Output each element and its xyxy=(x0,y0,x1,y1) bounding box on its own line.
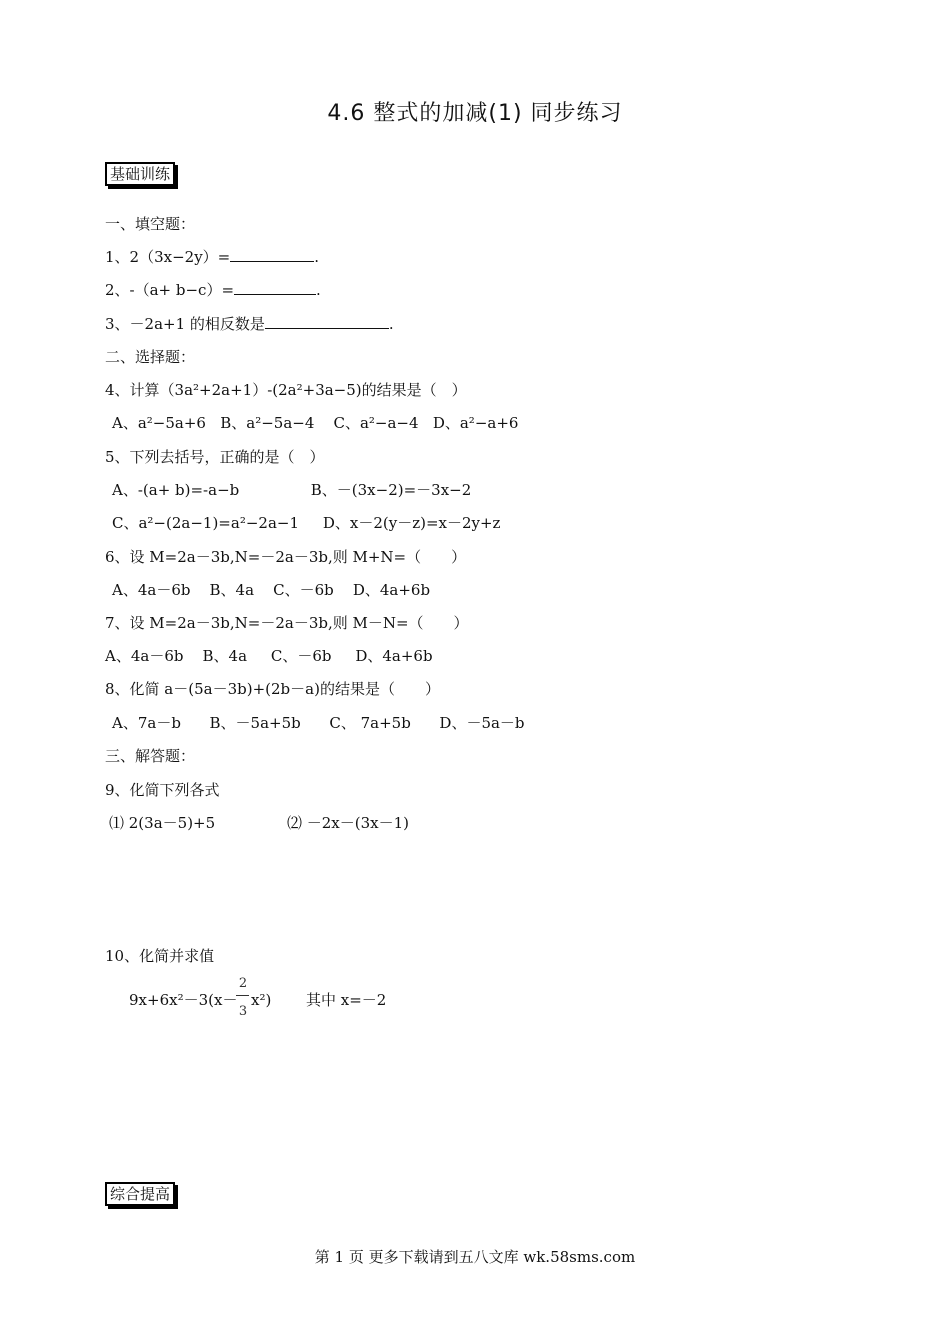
question-5: 5、下列去括号，正确的是（ ） xyxy=(105,448,325,466)
question-4-options: A、a²−5a+6 B、a²−5a−4 C、a²−a−4 D、a²−a+6 xyxy=(112,414,519,432)
question-5-options-ab: A、-(a+ b)=-a−b B、－(3x−2)=－3x−2 xyxy=(112,481,472,499)
question-1: 1、2（3x−2y）= . xyxy=(105,248,320,266)
page-footer: 第 1 页 更多下载请到五八文库 wk.58sms.com xyxy=(314,1248,636,1266)
question-10-expression-a: 9x+6x²－3(x－ xyxy=(129,991,238,1009)
question-6: 6、设 M=2a－3b,N=－2a－3b,则 M+N=（ ） xyxy=(105,548,467,566)
question-10-expression-b: x²) xyxy=(251,991,272,1009)
question-3: 3、－2a+1 的相反数是 . xyxy=(105,315,394,333)
question-10-condition: 其中 x=－2 xyxy=(306,991,387,1009)
question-9-part-1: ⑴ 2(3a－5)+5 xyxy=(109,814,216,832)
question-9-part-2: ⑵ －2x－(3x－1) xyxy=(287,814,410,832)
answer-blank-3[interactable] xyxy=(265,314,389,329)
fraction-denominator: 3 xyxy=(238,1004,248,1019)
part-2-heading: 二、选择题： xyxy=(105,348,196,366)
page-title: 4.6 整式的加减(1) 同步练习 xyxy=(327,101,623,126)
question-8-options: A、7a－b B、－5a+5b C、 7a+5b D、－5a－b xyxy=(112,714,525,732)
section-label-advanced: 综合提高 xyxy=(105,1182,175,1206)
question-5-options-cd: C、a²−(2a−1)=a²−2a−1 D、x－2(y－z)=x－2y+z xyxy=(112,514,501,532)
question-7-options: A、4a－6b B、4a C、－6b D、4a+6b xyxy=(105,647,433,665)
question-8: 8、化简 a－(5a－3b)+(2b－a)的结果是（ ） xyxy=(105,680,440,698)
section-label-basic: 基础训练 xyxy=(105,162,175,186)
question-3-text: 3、－2a+1 的相反数是 xyxy=(105,315,265,333)
fraction-bar xyxy=(236,995,249,996)
part-3-heading: 三、解答题： xyxy=(105,747,196,765)
question-6-options: A、4a－6b B、4a C、－6b D、4a+6b xyxy=(112,581,431,599)
question-2-text: 2、-（a+ b−c）= xyxy=(105,281,235,299)
question-4: 4、计算（3a²+2a+1）-(2a²+3a−5)的结果是（ ） xyxy=(105,381,467,399)
question-2: 2、-（a+ b−c）= . xyxy=(105,281,321,299)
question-10: 10、化简并求值 xyxy=(105,947,215,965)
fraction-numerator: 2 xyxy=(238,976,248,991)
part-1-heading: 一、填空题： xyxy=(105,215,196,233)
question-9: 9、化简下列各式 xyxy=(105,781,220,799)
answer-blank-1[interactable] xyxy=(230,247,314,262)
question-1-text: 1、2（3x−2y）= xyxy=(105,248,231,266)
question-7: 7、设 M=2a－3b,N=－2a－3b,则 M－N=（ ） xyxy=(105,614,469,632)
answer-blank-2[interactable] xyxy=(234,280,316,295)
